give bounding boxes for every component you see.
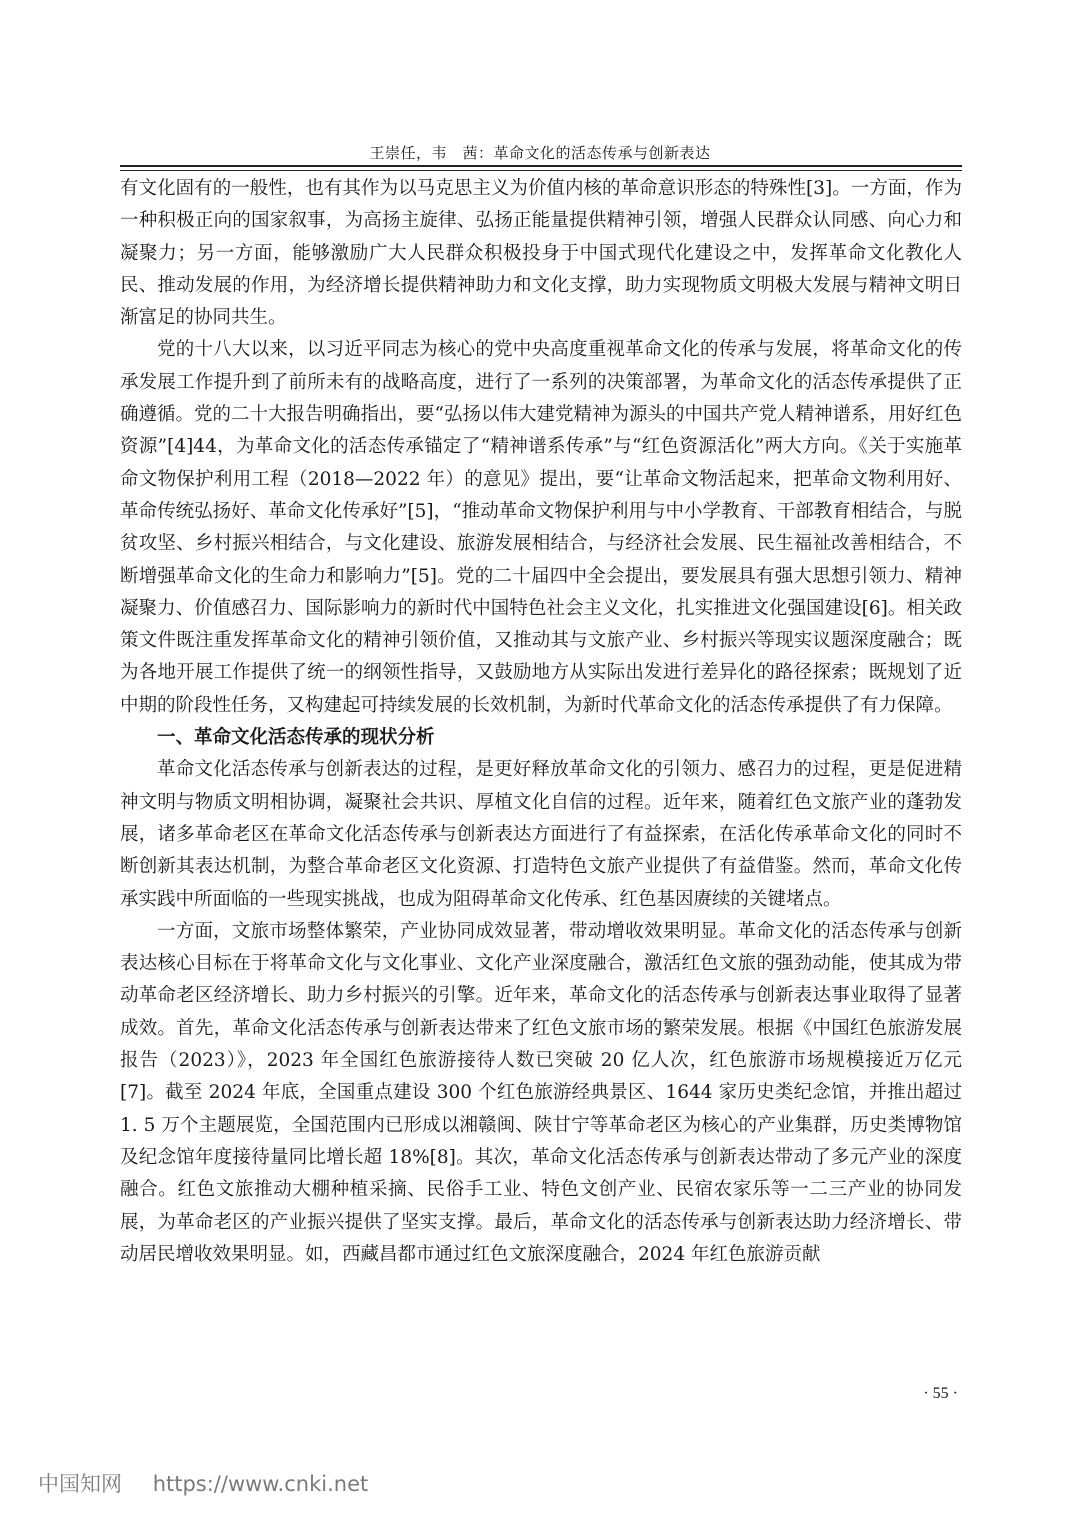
watermark-url: https://www.cnki.net: [152, 1472, 369, 1496]
paragraph: 革命文化活态传承与创新表达的过程，是更好释放革命文化的引领力、感召力的过程，更是促进精神文明与物质文明相协调，凝聚社会共识、厚植文化自信的过程。近年来，随着红色文旅产业的蓬勃发展，诸多革命老区在革命文化活态传承与创新表达方面进行了有益探索，在活化传承革命文化的同时不断创新其表达机制，为整合革命老区文化资源、打造特色文旅产业提供了有益借鉴。然而，革命文化传承实践中所面临的一些现实挑战，也成为阻碍革命文化传承、红色基因赓续的关键堵点。: [120, 759, 962, 910]
watermark: [38, 1468, 392, 1498]
watermark-brand: 中国知网: [38, 1472, 122, 1496]
header-rule-thin: [120, 170, 962, 171]
page-number: · 55 ·: [923, 1385, 958, 1402]
paragraph: 党的十八大以来，以习近平同志为核心的党中央高度重视革命文化的传承与发展，将革命文化的传承发展工作提升到了前所未有的战略高度，进行了一系列的决策部署，为革命文化的活态传承提供了正确遵循。党的二十大报告明确指出，要“弘扬以伟大建党精神为源头的中国共产党人精神谱系，用好红色资源”[4]44，为革命文化的活态传承锚定了“精神谱系传承”与“红色资源活化”两大方向。《关于实施革命文物保护利用工程（2018—2022 年）的意见》提出，要“让革命文物活起来，把革命文物利用好、革命传统弘扬好、革命文化传承好”[5]，“推动革命文物保护利用与中小学教育、干部教育相结合，与脱贫攻坚、乡村振兴相结合，与文化建设、旅游发展相结合，与经济社会发展、民生福祉改善相结合，不断增强革命文化的生命力和影响力”[5]。党的二十届四中全会提出，要发展具有强大思想引领力、精神凝聚力、价值感召力、国际影响力的新时代中国特色社会主义文化，扎实推进文化强国建设[6]。相关政策文件既注重发挥革命文化的精神引领价值，又推动其与文旅产业、乡村振兴等现实议题深度融合；既为各地开展工作提供了统一的纲领性指导，又鼓励地方从实际出发进行差异化的路径探索；既规划了近中期的阶段性任务，又构建起可持续发展的长效机制，为新时代革命文化的活态传承提供了有力保障。: [120, 339, 962, 716]
header-rule: [120, 165, 962, 167]
section-heading: 一、革命文化活态传承的现状分析: [157, 727, 435, 749]
paragraph: 一方面，文旅市场整体繁荣，产业协同成效显著，带动增收效果明显。革命文化的活态传承与创新表达核心目标在于将革命文化与文化事业、文化产业深度融合，激活红色文旅的强劲动能，使其成为带动革命老区经济增长、助力乡村振兴的引擎。近年来，革命文化的活态传承与创新表达事业取得了显著成效。首先，革命文化活态传承与创新表达带来了红色文旅市场的繁荣发展。根据《中国红色旅游发展报告（2023）》，2023 年全国红色旅游接待人数已突破 20 亿人次，红色旅游市场规模接近万亿元[7]。截至 2024 年底，全国重点建设 300 个红色旅游经典景区、1644 家历史类纪念馆，并推出超过 1. 5 万个主题展览，全国范围内已形成以湘赣闽、陕甘宁等革命老区为核心的产业集群，历史类博物馆及纪念馆年度接待量同比增长超 18%[8]。其次，革命文化活态传承与创新表达带动了多元产业的深度融合。红色文旅推动大棚种植采摘、民俗手工业、特色文创产业、民宿农家乐等一二三产业的协同发展，为革命老区的产业振兴提供了坚实支撑。最后，革命文化的活态传承与创新表达助力经济增长、带动居民增收效果明显。如，西藏昌都市通过红色文旅深度融合，2024 年红色旅游贡献: [120, 920, 962, 1265]
body-text: [120, 173, 962, 1271]
running-header: 王崇任，韦 茜：革命文化的活态传承与创新表达: [369, 144, 711, 162]
paragraph: 有文化固有的一般性，也有其作为以马克思主义为价值内核的革命意识形态的特殊性[3]。一方面，作为一种积极正向的国家叙事，为高扬主旋律、弘扬正能量提供精神引领，增强人民群众认同感、向心力和凝聚力；另一方面，能够激励广大人民群众积极投身于中国式现代化建设之中，发挥革命文化教化人民、推动发展的作用，为经济增长提供精神助力和文化支撑，助力实现物质文明极大发展与精神文明日渐富足的协同共生。: [120, 178, 962, 329]
